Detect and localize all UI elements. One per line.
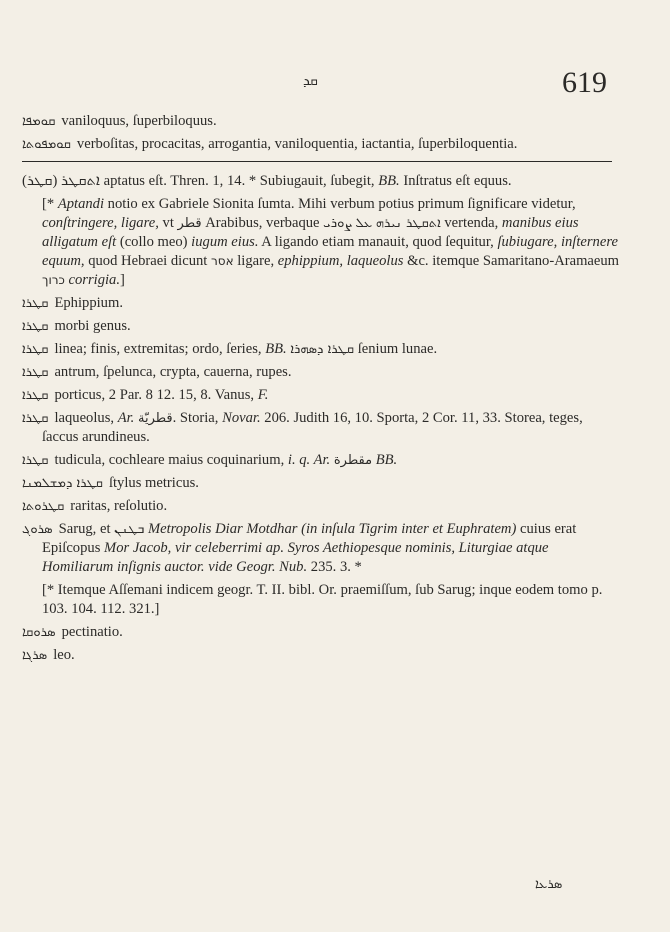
entry-abbrev: F. xyxy=(257,387,269,403)
note-italic: manibus eius alligatum eſt xyxy=(42,215,579,250)
entry-headword: ܩܛܪܐ xyxy=(22,365,49,380)
entry-raritas xyxy=(22,497,622,516)
lead-text-2: Inſtratus eſt equus. xyxy=(403,173,512,189)
running-head-letter: ܩܕ xyxy=(303,74,318,89)
editorial-note xyxy=(22,195,622,290)
page-number: 619 xyxy=(562,66,607,99)
arabic-word: قطريّة xyxy=(137,411,173,426)
entry-headword: ܩܛܪܘܬܐ xyxy=(22,499,65,514)
entry-headword: ܩܘܡܦܘܬܐ xyxy=(22,137,71,152)
entry-gloss: leo. xyxy=(53,647,75,663)
entry-headword: ܩܘܡܦܐ xyxy=(22,114,56,129)
note-italic: ſubiugare, inſternere equum, xyxy=(42,234,618,269)
entry-headword: ܩܛܪܐ xyxy=(22,296,49,311)
hebrew-word: אסר xyxy=(211,254,234,268)
entry-gloss: raritas, reſolutio. xyxy=(70,498,168,514)
entry-headword: ܩܛܪܐ xyxy=(22,319,49,334)
entry-abbrev: BB. xyxy=(265,341,287,357)
entry-gloss: cuius erat Epiſcopus xyxy=(42,521,577,556)
note-italic: ephippium, laqueolus xyxy=(277,253,404,269)
note-text: Arabibus, verbaque xyxy=(201,215,324,231)
entry-headword: ܩܛܪܐ xyxy=(22,388,49,403)
entry-headword: ܩܛܪܐ xyxy=(22,453,49,468)
entry-italic: Mor Jacob, vir celeberrimi ap. Syros Aethiopesque nominis, Liturgiae atque Homiliarum inſignis auctor. vide Geogr. Nub. xyxy=(42,540,549,575)
entry-gloss: Ephippium. xyxy=(54,295,123,311)
entry-gloss: ſtylus metricus. xyxy=(108,475,199,491)
entry-gloss: vaniloquus, ſuperbiloquus. xyxy=(61,113,217,129)
entry-gloss-2: ſenium lunae. xyxy=(357,341,438,357)
entry-antrum xyxy=(22,363,622,382)
note-text: vt xyxy=(158,215,178,231)
entry-gloss: linea; finis, extremitas; ordo, ſeries, xyxy=(54,341,262,357)
entry-gloss: antrum, ſpelunca, crypta, cauerna, rupes. xyxy=(54,364,292,380)
entry-subheadword: ܒܛܢܢ xyxy=(114,522,145,537)
entry-pectinatio xyxy=(22,623,622,642)
entry-abbrev: BB. xyxy=(375,452,398,468)
entry-gloss: . Storia, xyxy=(172,410,219,426)
note-text: [* xyxy=(42,196,58,212)
entry-headword: ܩܛܪܐ ܕܡܫܠܡܢܐ xyxy=(22,476,103,491)
entry-headword: ܩܛܪܐ xyxy=(22,342,49,357)
note-text: A ligando etiam manauit, quod ſequitur, xyxy=(258,234,498,250)
entry-gloss: porticus, 2 Par. 8 12. 15, 8. Vanus, xyxy=(54,387,255,403)
entry-gloss: pectinatio. xyxy=(61,624,123,640)
note-italic: conſtringere, ligare, xyxy=(42,215,159,231)
note-italic: iugum eius. xyxy=(191,234,259,250)
entry-laqueolus xyxy=(22,409,622,447)
entry-italic: Metropolis Diar Motdhar (in inſula Tigrim inter et Euphratem) xyxy=(147,521,517,537)
arabic-word: قطر xyxy=(177,216,202,231)
note-italic: Aptandi xyxy=(57,196,105,212)
editorial-note-sarug: [* Itemque Aſſemani indicem geogr. T. II. bibl. Or. praemiſſum, ſub Sarug; inque eodem tomo p. 103. 104. 112. 321.] xyxy=(42,582,603,617)
note-italic: corrigia. xyxy=(68,272,120,288)
entry-headword: ܣܪܘܓ xyxy=(22,522,53,537)
entry-abbrev: i. q. Ar. xyxy=(287,452,331,468)
entry-abbrev: Ar. xyxy=(117,410,135,426)
entry-porticus xyxy=(22,386,622,405)
catchword: ܣܪܥܐ xyxy=(535,877,563,892)
entry-abbrev: Novar. xyxy=(222,410,261,426)
note-text: vertenda, xyxy=(440,215,502,231)
entry-gloss: morbi genus. xyxy=(54,318,131,334)
syriac-phrase: ܐܬܩܛܪ ܢܝܪܗ xyxy=(375,216,441,231)
lead-abbrev: BB. xyxy=(378,173,400,189)
entry-headword: ܣܪܘܩܐ xyxy=(22,625,56,640)
arabic-word: مقطرة xyxy=(333,453,373,468)
lead-text: (ܩܛܪ) ܐܬܩܛܪ aptatus eſt. Thren. 1, 14. * Subiugauit, ſubegit, xyxy=(22,173,375,189)
entry-stylus xyxy=(22,474,622,493)
entry-leo xyxy=(22,646,622,665)
entry-headword: ܣܪܓܐ xyxy=(22,648,48,663)
entry-linea xyxy=(22,340,622,359)
note-text: (collo meo) xyxy=(116,234,192,250)
note-text: ] xyxy=(119,272,125,288)
entry-gloss: verboſitas, procacitas, arrogantia, vaniloquentia, iactantia, ſuperbiloquentia. xyxy=(76,136,518,152)
entry-2 xyxy=(22,135,622,154)
note-text: notio ex Gabriele Sionita ſumta. Mihi verbum potius primum ſignificare videtur, xyxy=(104,196,576,212)
page-body xyxy=(22,112,622,669)
note-text: &c. itemque Samaritano-Aramaeum xyxy=(403,253,620,269)
entry-headword: ܩܛܪܐ xyxy=(22,411,49,426)
entry-tudicula xyxy=(22,451,622,470)
entry-1 xyxy=(22,112,622,131)
entry-gloss: Sarug, et xyxy=(58,521,111,537)
entry-gloss: 206. Judith 16, 10. Sporta, 2 Cor. 11, 33. Storea, teges, ſaccus arundineus. xyxy=(42,410,583,445)
syriac-phrase: ܥܠ ܨܘܪܝ xyxy=(323,216,373,231)
entry-morbi xyxy=(22,317,622,336)
note-text: quod Hebraei dicunt xyxy=(84,253,212,269)
note-text: ligare, xyxy=(233,253,278,269)
entry-gloss: 235. 3. * xyxy=(307,559,362,575)
section-rule xyxy=(22,161,612,162)
entry-gloss: tudicula, cochleare maius coquinarium, xyxy=(54,452,285,468)
entry-subheadword: ܩܛܪܐ ܕܣܗܪܐ xyxy=(290,342,355,357)
entry-ephippium xyxy=(22,294,622,313)
hebrew-word: כרוך xyxy=(42,273,65,287)
section-lead xyxy=(22,172,622,191)
entry-gloss: laqueolus, xyxy=(54,410,115,426)
entry-sarug xyxy=(22,520,622,577)
